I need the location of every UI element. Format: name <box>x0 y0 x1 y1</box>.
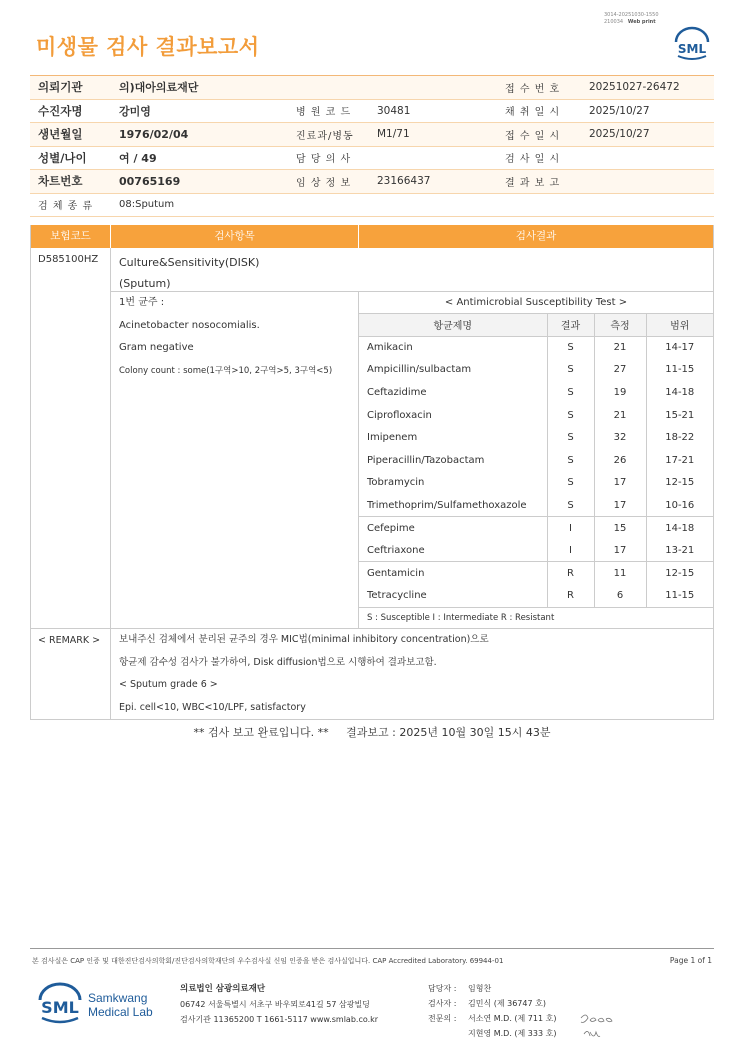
info-row <box>30 147 714 171</box>
logo-name-line2: Medical Lab <box>88 1005 153 1019</box>
info-label: 수진자명 <box>38 103 83 118</box>
staff-role: 전문의 : <box>428 1014 457 1023</box>
document-id <box>604 12 659 26</box>
info-label: 검 체 종 류 <box>38 201 94 213</box>
test-name-line1: Culture&Sensitivity(DISK) <box>119 256 260 269</box>
susceptibility-test <box>359 292 713 628</box>
info-label: 결 과 보 고 <box>505 177 561 189</box>
drug-name: Cefepime <box>367 522 415 534</box>
info-label: 생년월일 <box>38 127 83 142</box>
patient-info-table <box>30 75 714 217</box>
document-id-code: 210034 <box>604 19 624 25</box>
drug-name: Tetracycline <box>367 590 427 602</box>
ast-col-range: 범위 <box>646 314 713 336</box>
info-label: 담 당 의 사 <box>296 154 352 166</box>
org-name: 의료법인 삼광의료재단 <box>180 984 266 994</box>
staff-role <box>428 1026 468 1041</box>
drug-result: I <box>547 517 594 540</box>
accreditation-note: 본 검사실은 CAP 인증 및 대한진단검사의학회/진단검사의학재단의 우수검사실 신임 인증을 받은 검사실입니다. CAP Accredited Laboratory. 69944-01 <box>32 957 504 965</box>
info-row <box>30 76 714 100</box>
ast-table <box>359 314 713 607</box>
complete-message: ** 검사 보고 완료입니다. ** <box>193 726 329 739</box>
info-row <box>30 123 714 147</box>
drug-range: 15-21 <box>646 404 713 427</box>
drug-measure: 19 <box>594 381 646 404</box>
ast-col-drug: 항균제명 <box>359 314 547 336</box>
organization-info <box>180 981 378 1027</box>
info-value: 의)대아의료재단 <box>119 81 199 95</box>
sml-logo-icon <box>672 26 712 62</box>
info-value: M1/71 <box>377 128 410 141</box>
ast-col-result: 결과 <box>547 314 594 336</box>
info-label: 성별/나이 <box>38 150 87 165</box>
drug-range: 11-15 <box>646 585 713 608</box>
results-header <box>31 225 713 248</box>
column-header-code: 보험코드 <box>31 225 111 248</box>
drug-range: 18-22 <box>646 426 713 449</box>
org-address: 06742 서울특별시 서초구 바우뫼로41길 57 삼광빌딩 <box>180 1000 370 1009</box>
test-name <box>111 248 713 292</box>
staff-name: 서소연 M.D. (제 711 호) <box>468 1014 557 1023</box>
info-row <box>30 194 714 218</box>
table-row <box>359 426 713 449</box>
footer-divider <box>30 948 714 949</box>
drug-range: 13-21 <box>646 539 713 562</box>
drug-measure: 21 <box>594 336 646 359</box>
remark-label: < REMARK > <box>31 629 111 719</box>
svg-text:SML: SML <box>41 998 79 1017</box>
staff-role: 검사자 : <box>428 999 457 1008</box>
info-label: 임 상 정 보 <box>296 177 352 189</box>
staff-name: 임형찬 <box>468 984 492 993</box>
drug-result: S <box>547 426 594 449</box>
column-header-result: 검사결과 <box>515 230 557 242</box>
ast-title: < Antimicrobial Susceptibility Test > <box>359 292 713 314</box>
signature-icon <box>578 1010 618 1044</box>
info-value: 23166437 <box>377 175 431 188</box>
table-row <box>359 381 713 404</box>
drug-range: 14-18 <box>646 381 713 404</box>
info-label: 의뢰기관 <box>38 80 83 95</box>
drug-result: R <box>547 585 594 608</box>
info-label: 검 사 일 시 <box>505 154 561 166</box>
drug-name: Ceftazidime <box>367 386 427 398</box>
table-row <box>359 585 713 608</box>
table-row <box>359 539 713 562</box>
table-row <box>359 562 713 585</box>
insurance-code: D585100HZ <box>31 248 111 628</box>
drug-result: S <box>547 404 594 427</box>
svg-text:SML: SML <box>677 42 707 56</box>
drug-result: I <box>547 539 594 562</box>
remark-line: < Sputum grade 6 > <box>119 679 218 691</box>
organism-info <box>111 292 359 628</box>
drug-measure: 17 <box>594 494 646 517</box>
table-row <box>359 494 713 517</box>
drug-measure: 17 <box>594 472 646 495</box>
page-number: Page 1 of 1 <box>669 956 712 965</box>
organism-number: 1번 균주 : <box>119 297 165 308</box>
table-row <box>359 359 713 382</box>
report-title: 미생물 검사 결과보고서 <box>36 35 260 59</box>
info-value: 강미영 <box>119 104 151 118</box>
info-value: 20251027-26472 <box>589 81 680 94</box>
drug-name: Ceftriaxone <box>359 539 547 562</box>
info-label: 접 수 일 시 <box>505 130 561 142</box>
drug-name: Ampicillin/sulbactam <box>367 364 472 376</box>
column-header-item: 검사항목 <box>111 225 359 248</box>
drug-name: Ciprofloxacin <box>367 409 432 421</box>
drug-name: Piperacillin/Tazobactam <box>367 454 485 466</box>
organism-name: Acinetobacter nosocomialis. <box>119 319 260 331</box>
report-complete <box>0 724 744 740</box>
drug-name: Tobramycin <box>367 477 425 489</box>
drug-result: S <box>547 472 594 495</box>
web-print-label: Web print <box>627 19 656 25</box>
staff-name: 지현영 M.D. (제 333 호) <box>468 1029 557 1038</box>
drug-name: Imipenem <box>367 432 418 444</box>
info-value: 여 / 49 <box>119 151 157 165</box>
logo-name-line1: Samkwang <box>88 991 148 1005</box>
test-name-line2: (Sputum) <box>119 277 171 290</box>
drug-range: 17-21 <box>646 449 713 472</box>
ast-col-measure: 측정 <box>594 314 646 336</box>
info-row <box>30 170 714 194</box>
drug-measure: 6 <box>594 585 646 608</box>
drug-measure: 32 <box>594 426 646 449</box>
drug-range: 10-16 <box>646 494 713 517</box>
drug-measure: 26 <box>594 449 646 472</box>
staff-info <box>428 981 556 1041</box>
drug-name: Trimethoprim/Sulfamethoxazole <box>359 494 547 517</box>
info-value: 30481 <box>377 104 411 117</box>
table-row <box>359 472 713 495</box>
info-label: 접 수 번 호 <box>505 83 561 95</box>
org-contact: 검사기관 11365200 T 1661-5117 www.smlab.co.kr <box>180 1015 379 1024</box>
remark-line: Epi. cell<10, WBC<10/LPF, satisfactory <box>119 701 306 713</box>
gram-stain: Gram negative <box>119 342 194 353</box>
info-row <box>30 100 714 124</box>
drug-result: S <box>547 381 594 404</box>
drug-measure: 15 <box>594 517 646 540</box>
info-value: 00765169 <box>119 174 181 188</box>
info-value: 1976/02/04 <box>119 127 189 141</box>
staff-role: 담당자 : <box>428 984 457 993</box>
info-value: 2025/10/27 <box>589 128 650 141</box>
drug-measure: 27 <box>594 359 646 382</box>
drug-name: Amikacin <box>367 342 413 354</box>
drug-measure: 11 <box>594 562 646 585</box>
drug-range: 12-15 <box>646 472 713 495</box>
info-value: 08:Sputum <box>119 199 175 211</box>
info-label: 채 취 일 시 <box>505 107 561 119</box>
info-label: 진료과/병동 <box>296 130 354 142</box>
table-row <box>359 449 713 472</box>
drug-result: S <box>547 449 594 472</box>
info-value: 2025/10/27 <box>589 104 650 117</box>
table-row <box>359 336 713 359</box>
results-table <box>30 225 714 720</box>
drug-range: 11-15 <box>646 359 713 382</box>
drug-measure: 21 <box>594 404 646 427</box>
remark-line: 보내주신 검체에서 분리된 균주의 경우 MIC법(minimal inhibitory concentration)으로 <box>119 634 489 646</box>
drug-result: S <box>547 494 594 517</box>
drug-result: S <box>547 336 594 359</box>
info-label: 차트번호 <box>38 174 83 189</box>
drug-result: R <box>547 562 594 585</box>
drug-range: 14-18 <box>646 517 713 540</box>
drug-name: Gentamicin <box>367 567 425 579</box>
report-time: 결과보고 : 2025년 10월 30일 15시 43분 <box>346 726 551 739</box>
drug-range: 14-17 <box>646 336 713 359</box>
staff-name: 김민식 (제 36747 호) <box>468 999 546 1008</box>
remark-section <box>31 628 713 719</box>
table-row <box>359 404 713 427</box>
remark-line: 항균제 감수성 검사가 불가하여, Disk diffusion법으로 시행하여 결과보고함. <box>119 656 437 668</box>
drug-result: S <box>547 359 594 382</box>
drug-range: 12-15 <box>646 562 713 585</box>
document-id-line1: 3014-20251030-1550 <box>604 12 659 18</box>
colony-count: Colony count : some(1구역>10, 2구역>5, 3구역<5) <box>119 365 333 376</box>
info-label: 병 원 코 드 <box>296 107 352 119</box>
result-legend: S : Susceptible I : Intermediate R : Resistant <box>359 607 713 628</box>
table-row <box>359 517 713 540</box>
drug-measure: 17 <box>594 539 646 562</box>
samkwang-logo-icon <box>36 980 166 1026</box>
